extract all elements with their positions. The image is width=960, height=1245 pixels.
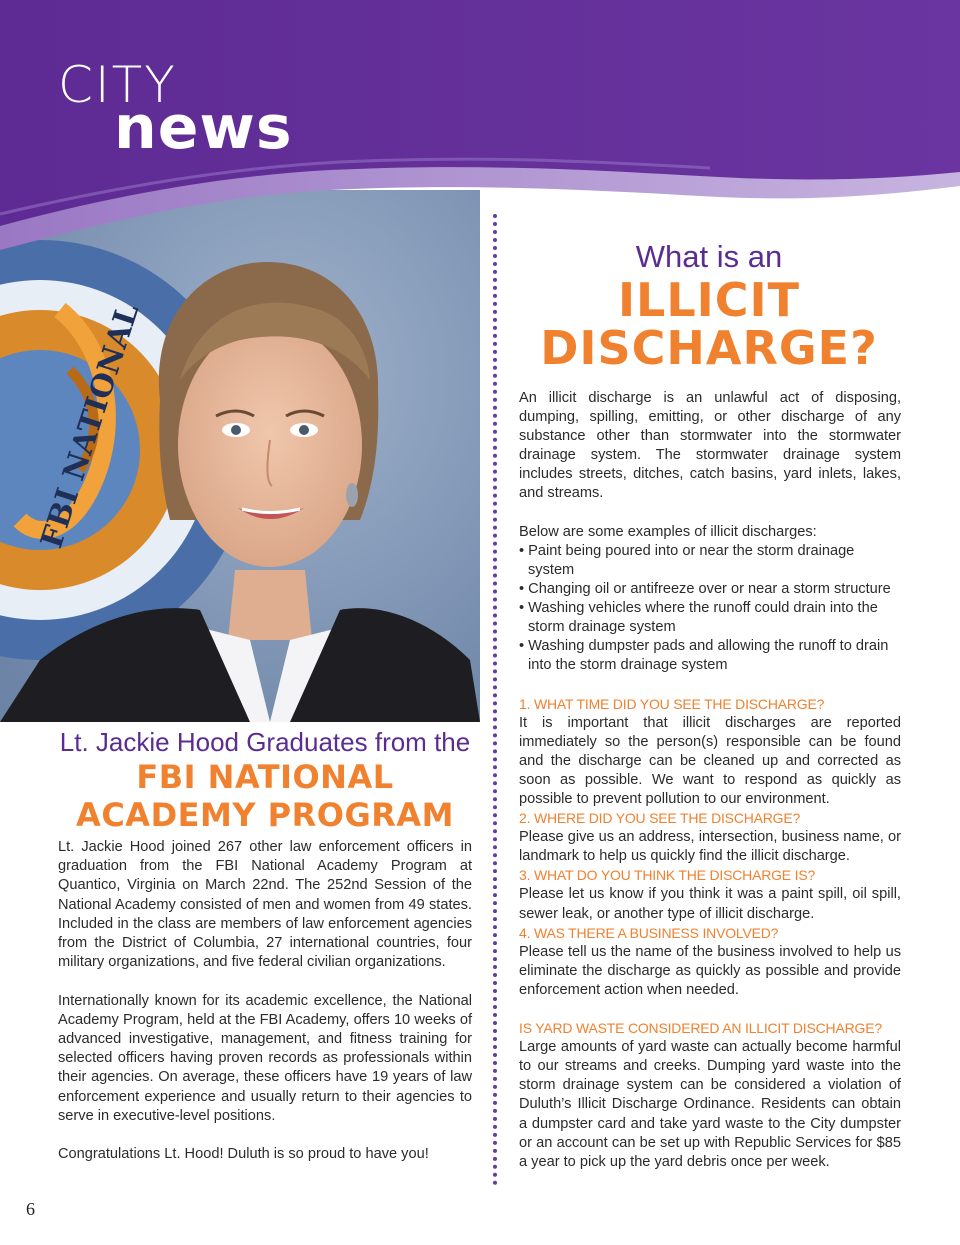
left-article-body xyxy=(58,838,472,1184)
list-item: • Washing dumpster pads and allowing the runoff to drain into the storm drainage system xyxy=(519,638,889,674)
left-article-heading xyxy=(58,727,472,834)
examples-intro: Below are some examples of illicit discharges: xyxy=(519,523,817,540)
left-article-kicker: Lt. Jackie Hood Graduates from the xyxy=(59,727,471,757)
list-item: • Changing oil or antifreeze over or near a storm structure xyxy=(519,580,891,597)
masthead-city: CITY xyxy=(58,56,177,114)
question-4-heading: 4. WAS THERE A BUSINESS INVOLVED? xyxy=(519,924,779,941)
left-paragraph-1: Lt. Jackie Hood joined 267 other law enforcement officers in graduation from the FBI National Academy Program at Quantico, Virginia on March 22nd. The 252nd Session of the National Academy consisted of men and women from 49 states. Included in the class are members of law enforcement agencies from the District of Columbia, 27 international countries, four military organizations, and five federal civilian organizations. xyxy=(58,839,472,971)
right-intro: An illicit discharge is an unlawful act of disposing, dumping, spilling, emitting, or other discharge of any substance other than stormwater into the stormwater drainage system. The stormwater drainage system includes streets, ditches, catch basins, yard inlets, lakes, and streams. xyxy=(519,390,901,502)
portrait-photo-icon xyxy=(0,190,480,722)
yard-waste-text: Large amounts of yard waste can actually become harmful to our streams and creeks. Dumping yard waste into the storm drainage system can be considered a violation of Duluth’s Illicit Discharge Ordinance. Residents can obtain a dumpster card and take yard waste to the City dumpster or an account can be set up with Republic Services for $85 a year to pick up the yard debris once per week. xyxy=(519,1039,901,1170)
column-divider xyxy=(493,214,497,1186)
page-number: 6 xyxy=(26,1199,35,1219)
left-paragraph-2: Internationally known for its academic excellence, the National Academy Program, held at the FBI Academy, offers 10 weeks of advanced investigative, management, and fitness training for selected officers having proven records as professionals within their agencies. On average, these officers have 19 years of law enforcement experience and usually return to their agencies to serve in executive-level positions. xyxy=(58,992,472,1124)
masthead-news: news xyxy=(114,93,293,163)
left-paragraph-3: Congratulations Lt. Hood! Duluth is so proud to have you! xyxy=(58,1146,429,1163)
question-2-text: Please give us an address, intersection, business name, or landmark to help us quickly find the illicit discharge. xyxy=(519,829,901,865)
question-1-text: It is important that illicit discharges are reported immediately so the person(s) responsible can be found and the discharge can be cleaned up and corrected as soon as possible. We want to respond as quickly as possible to prevent pollution to our environment. xyxy=(519,714,901,807)
left-article-title-line2: ACADEMY PROGRAM xyxy=(76,796,454,835)
list-item: • Washing vehicles where the runoff could drain into the storm drainage system xyxy=(519,600,878,636)
question-3-heading: 3. WHAT DO YOU THINK THE DISCHARGE IS? xyxy=(519,867,816,884)
right-article-kicker: What is an xyxy=(635,239,783,274)
examples-list xyxy=(519,542,901,676)
question-3-text: Please let us know if you think it was a paint spill, oil spill, sewer leak, or another type of illicit discharge. xyxy=(519,886,901,922)
right-article-title-line2: DISCHARGE? xyxy=(540,321,878,376)
list-item: • Paint being poured into or near the storm drainage system xyxy=(519,542,855,578)
right-article-title-line1: ILLICIT xyxy=(617,273,801,328)
left-article-title-line1: FBI NATIONAL xyxy=(136,758,394,797)
portrait-photo xyxy=(0,190,480,722)
question-4-text: Please tell us the name of the business involved to help us eliminate the discharge as quickly as possible and provide enforcement action when needed. xyxy=(519,943,901,998)
right-article-body xyxy=(519,389,901,1172)
question-2-heading: 2. WHERE DID YOU SEE THE DISCHARGE? xyxy=(519,810,801,827)
seal-text: FBI NATIONAL xyxy=(34,299,147,553)
yard-waste-heading: IS YARD WASTE CONSIDERED AN ILLICIT DISCHARGE? xyxy=(519,1020,882,1037)
question-1-heading: 1. WHAT TIME DID YOU SEE THE DISCHARGE? xyxy=(519,695,825,712)
